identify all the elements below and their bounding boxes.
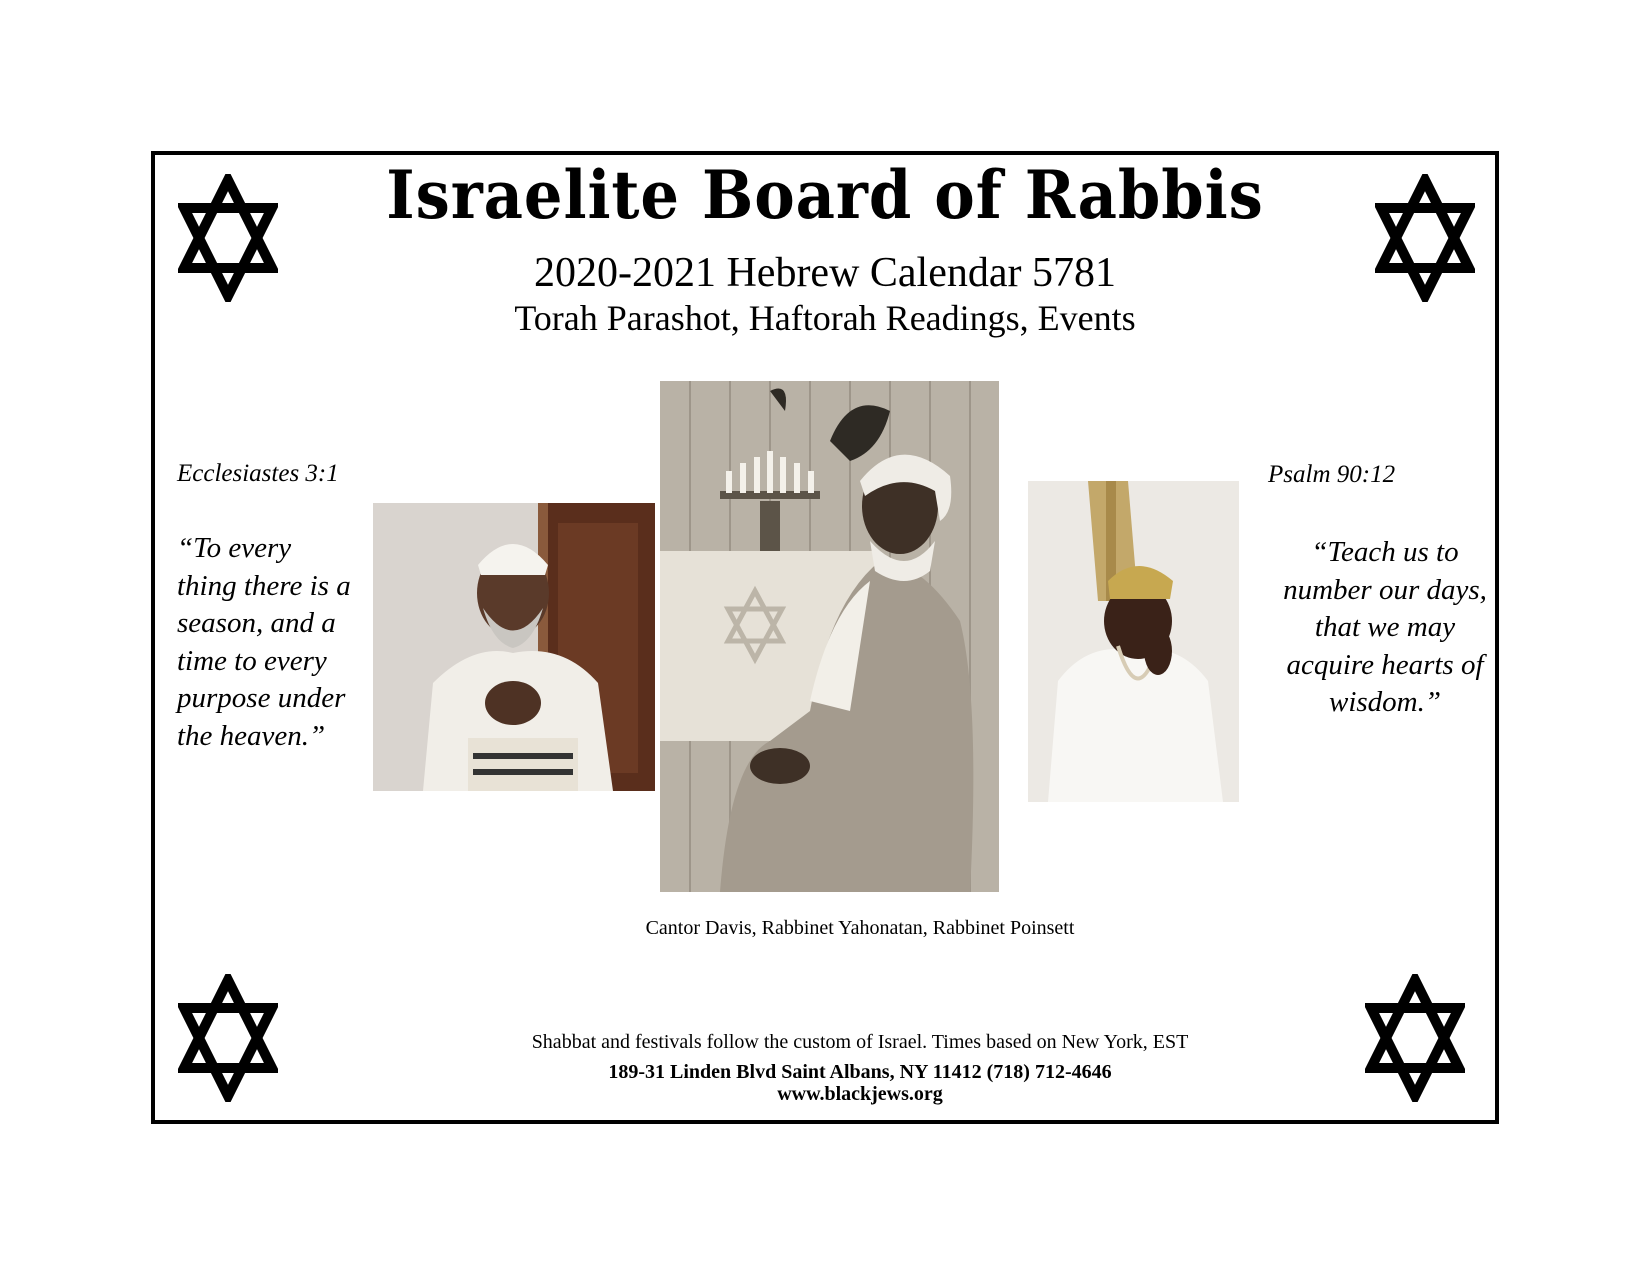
photo-caption: Cantor Davis, Rabbinet Yahonatan, Rabbinet Poinsett	[645, 917, 1075, 939]
left-quote-reference: Ecclesiastes 3:1	[177, 460, 339, 487]
photo-rabbinet-yahonatan	[660, 381, 999, 892]
website-link[interactable]: www.blackjews.org	[777, 1083, 943, 1105]
photo-cantor-davis	[373, 503, 655, 791]
page-title: Israelite Board of Rabbis	[386, 156, 1264, 234]
footer-note: Shabbat and festivals follow the custom of Israel. Times based on New York, EST	[531, 1031, 1189, 1053]
footer-address: 189-31 Linden Blvd Saint Albans, NY 11412 (718) 712-4646	[608, 1061, 1112, 1083]
left-quote-text: “To every thing there is a season, and a time to every purpose under the heaven.”	[177, 532, 351, 752]
right-quote-text: “Teach us to number our days, that we may acquire hearts of wisdom.”	[1283, 536, 1487, 718]
calendar-subtitle: 2020-2021 Hebrew Calendar 5781	[533, 250, 1116, 296]
photo-rabbinet-poinsett	[1028, 481, 1239, 802]
calendar-description: Torah Parashot, Haftorah Readings, Events	[514, 298, 1136, 338]
right-quote-reference: Psalm 90:12	[1268, 461, 1396, 488]
